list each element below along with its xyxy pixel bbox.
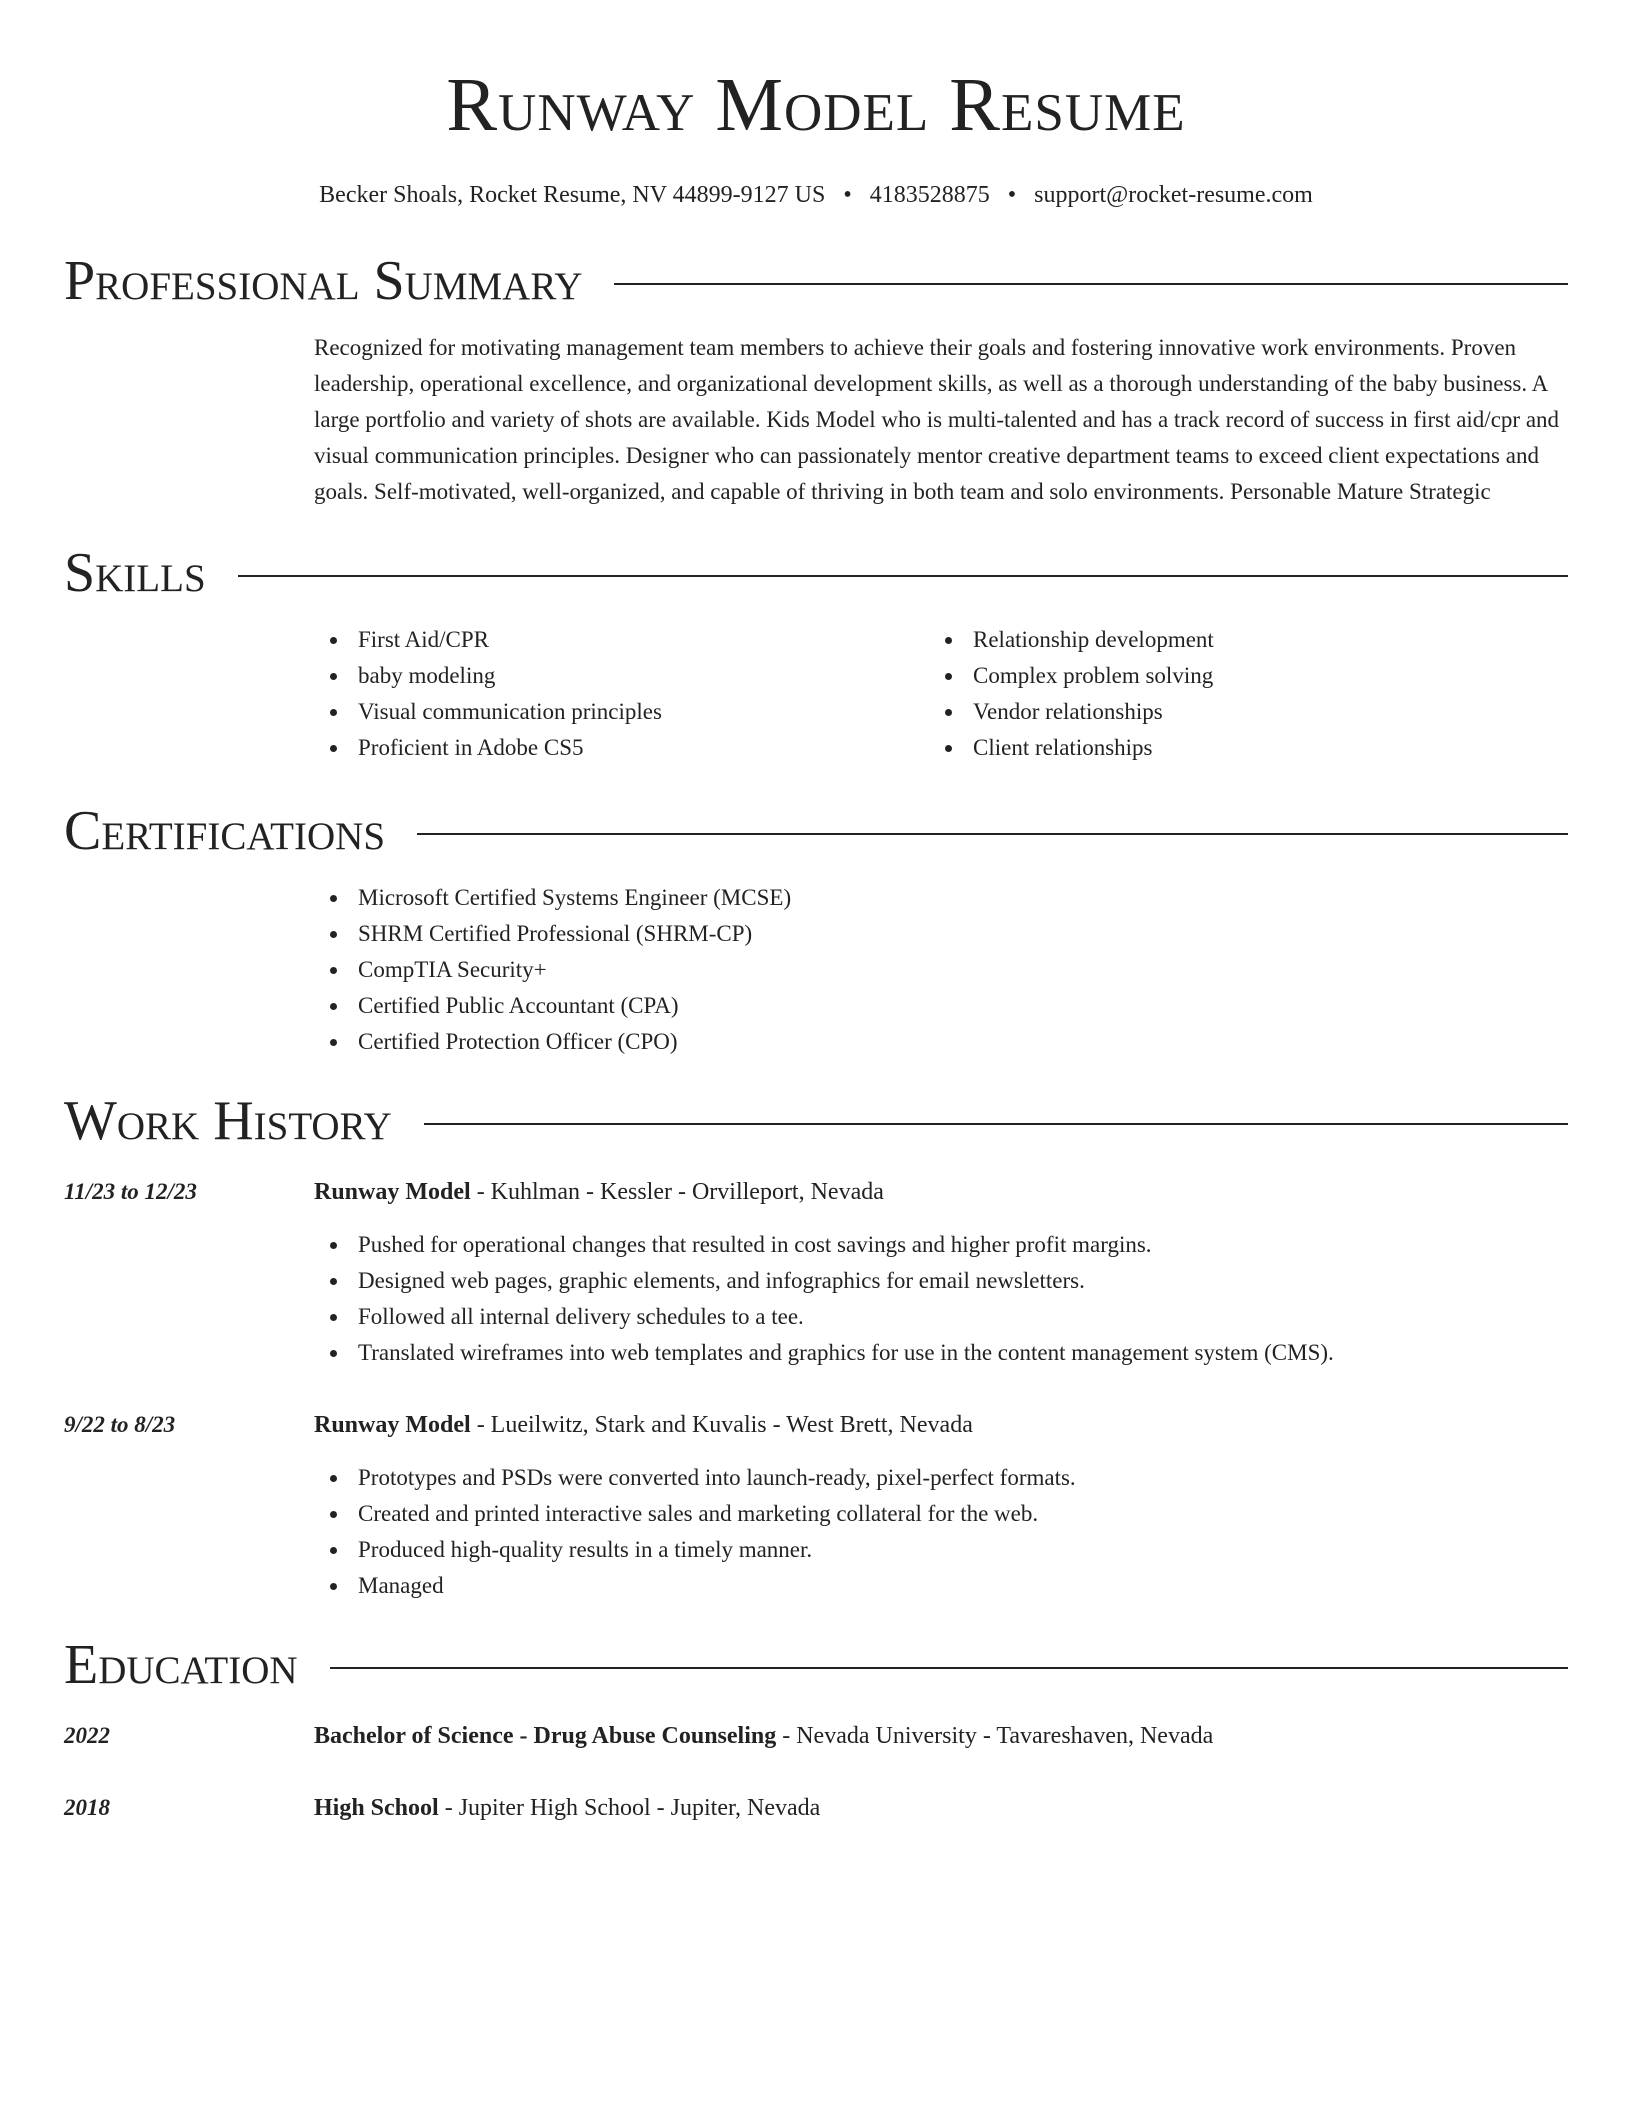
work-heading (314, 1174, 1568, 1210)
certification-item: Microsoft Certified Systems Engineer (MCSE) (358, 880, 1568, 916)
certification-item: CompTIA Security+ (358, 952, 1568, 988)
skill-item: First Aid/CPR (358, 622, 929, 658)
section-title-education: Education (64, 1634, 298, 1696)
work-content (314, 1174, 1568, 1371)
work-role: Runway Model (314, 1179, 471, 1205)
skill-item: Client relationships (973, 730, 1544, 766)
contact-email: support@rocket-resume.com (1034, 182, 1313, 208)
work-content (314, 1407, 1568, 1604)
section-header-summary (64, 246, 1568, 316)
education-degree: Bachelor of Science - Drug Abuse Counseling (314, 1723, 777, 1749)
skills-grid (314, 622, 1568, 766)
section-divider (424, 1123, 1568, 1125)
education-entry (64, 1790, 1568, 1826)
work-bullet: Managed (358, 1568, 1568, 1604)
education-entry (64, 1718, 1568, 1754)
education-school: - Nevada University - Tavareshaven, Nevada (776, 1723, 1214, 1749)
skill-item: Visual communication principles (358, 694, 929, 730)
contact-separator: • (843, 182, 852, 208)
section-title-work: Work History (64, 1090, 392, 1152)
contact-phone: 4183528875 (869, 182, 990, 208)
work-dates: 11/23 to 12/23 (64, 1179, 197, 1204)
work-bullets (314, 1227, 1568, 1371)
section-header-education (64, 1630, 1568, 1700)
work-role: Runway Model (314, 1412, 471, 1438)
skill-item: Vendor relationships (973, 694, 1544, 730)
work-bullet: Designed web pages, graphic elements, and infographics for email newsletters. (358, 1263, 1568, 1299)
certification-item: Certified Public Accountant (CPA) (358, 988, 1568, 1024)
skill-item: baby modeling (358, 658, 929, 694)
certifications-list (314, 880, 1568, 1060)
work-bullet: Pushed for operational changes that resulted in cost savings and higher profit margins. (358, 1227, 1568, 1263)
education-degree: High School (314, 1795, 439, 1821)
work-entry (64, 1174, 1568, 1371)
section-title-skills: Skills (64, 542, 206, 604)
section-divider (614, 283, 1568, 285)
education-content (314, 1718, 1568, 1754)
work-heading (314, 1407, 1568, 1443)
resume-title: Runway Model Resume (446, 63, 1186, 147)
section-title-summary: Professional Summary (64, 250, 583, 312)
skill-item: Proficient in Adobe CS5 (358, 730, 929, 766)
education-content (314, 1790, 1568, 1826)
certification-item: Certified Protection Officer (CPO) (358, 1024, 1568, 1060)
work-bullet: Produced high-quality results in a timely manner. (358, 1532, 1568, 1568)
contact-line (64, 180, 1568, 210)
section-header-work (64, 1086, 1568, 1156)
section-divider (417, 833, 1568, 835)
section-header-skills (64, 538, 1568, 608)
summary-text: Recognized for motivating management team members to achieve their goals and fostering innovative work environments. Proven leadership, operational excellence, and organizational development skills, as well as a thorough understanding of the baby business. A large portfolio and variety of shots are available. Kids Model who is multi-talented and has a track record of success in first aid/cpr and visual communication principles. Designer who can passionately mentor creative department teams to exceed client expectations and goals. Self-motivated, well-organized, and capable of thriving in both team and solo environments. Personable Mature Strategic (314, 335, 1560, 504)
work-bullet: Followed all internal delivery schedules to a tee. (358, 1299, 1568, 1335)
work-entry (64, 1407, 1568, 1604)
skills-column-right (929, 622, 1544, 766)
education-year: 2022 (64, 1723, 110, 1748)
work-bullet: Created and printed interactive sales and marketing collateral for the web. (358, 1496, 1568, 1532)
contact-address: Becker Shoals, Rocket Resume, NV 44899-9127 US (319, 182, 826, 208)
work-bullets (314, 1460, 1568, 1604)
skill-item: Complex problem solving (973, 658, 1544, 694)
section-title-certifications: Certifications (64, 800, 386, 862)
work-bullet: Prototypes and PSDs were converted into launch-ready, pixel-perfect formats. (358, 1460, 1568, 1496)
work-employer: - Kuhlman - Kessler - Orvilleport, Nevada (470, 1179, 884, 1205)
section-divider (330, 1667, 1568, 1669)
certification-item: SHRM Certified Professional (SHRM-CP) (358, 916, 1568, 952)
education-school: - Jupiter High School - Jupiter, Nevada (438, 1795, 821, 1821)
contact-separator: • (1007, 182, 1017, 208)
work-bullet: Translated wireframes into web templates and graphics for use in the content management system (CMS). (358, 1335, 1568, 1371)
work-employer: - Lueilwitz, Stark and Kuvalis - West Brett, Nevada (470, 1412, 973, 1438)
section-header-certifications (64, 796, 1568, 866)
work-dates: 9/22 to 8/23 (64, 1412, 176, 1437)
education-year: 2018 (64, 1795, 110, 1820)
skill-item: Relationship development (973, 622, 1544, 658)
skills-column-left (314, 622, 929, 766)
section-divider (238, 575, 1568, 577)
